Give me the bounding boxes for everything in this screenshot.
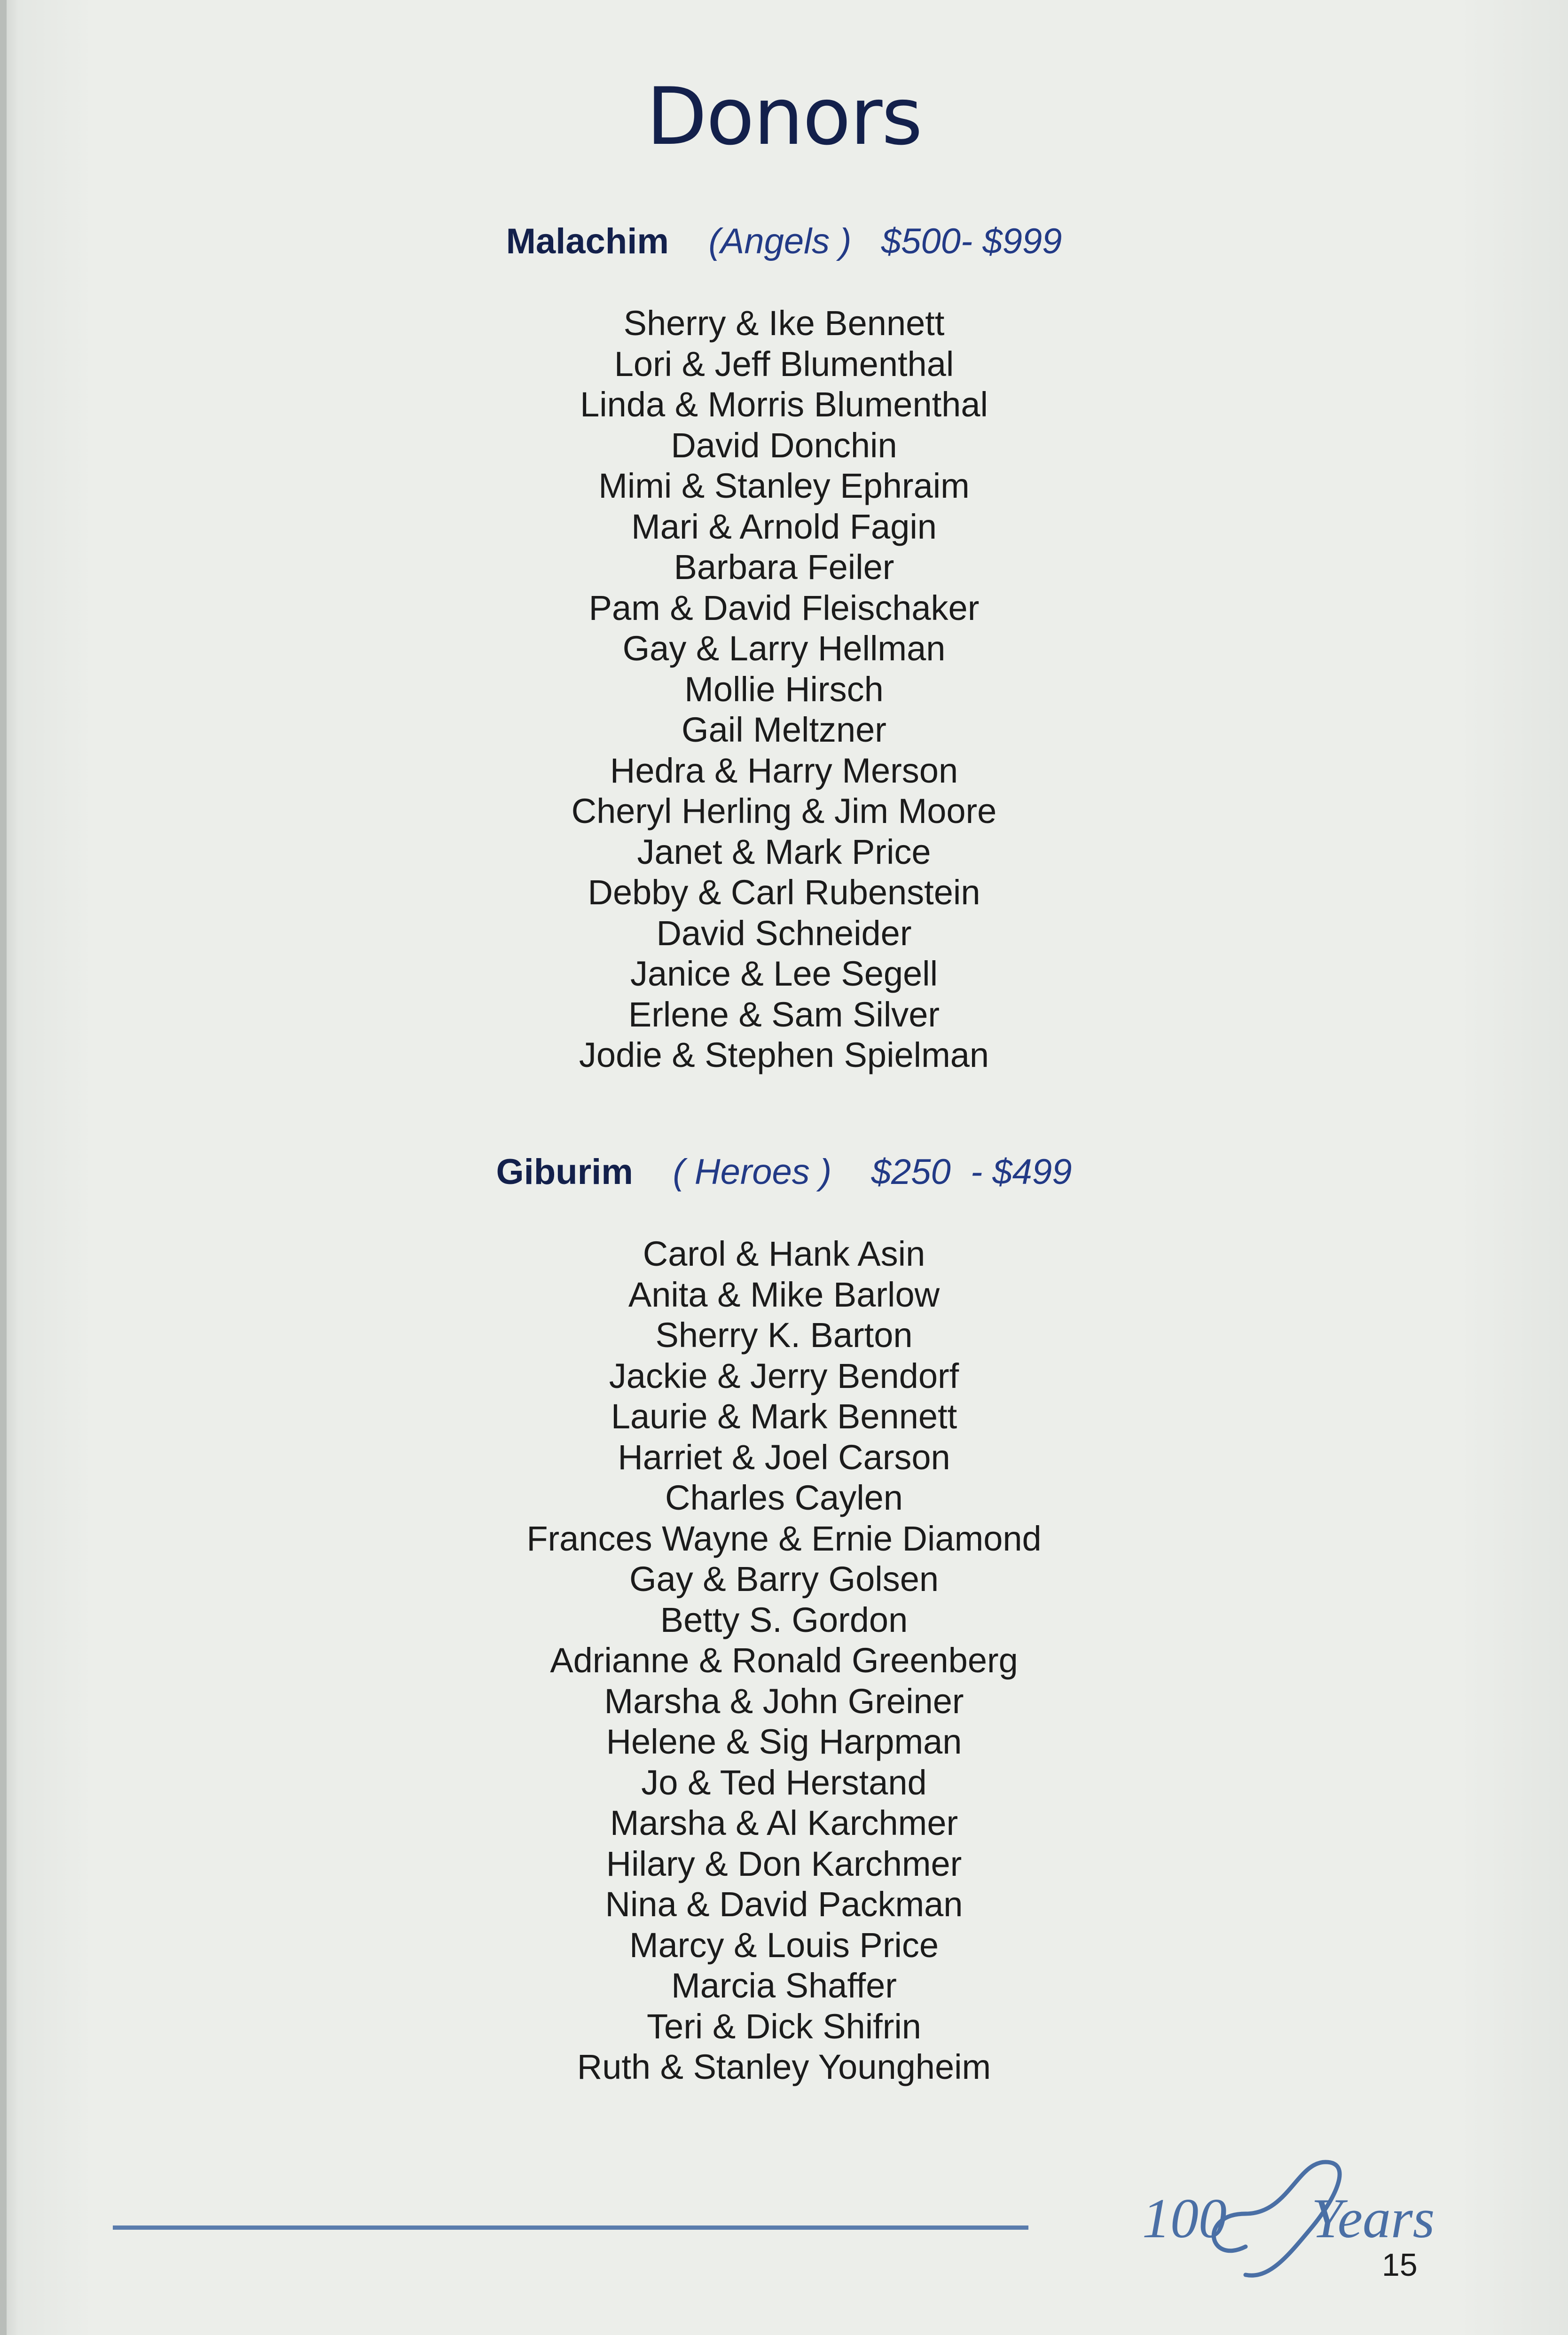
- anniversary-word: Years: [1311, 2187, 1435, 2249]
- donor-name: Anita & Mike Barlow: [628, 1275, 940, 1314]
- donor-name: Mimi & Stanley Ephraim: [598, 466, 970, 505]
- donor-name: Adrianne & Ronald Greenberg: [550, 1641, 1018, 1680]
- donor-name: Marcia Shaffer: [671, 1966, 897, 2005]
- section-heading-malachim: [0, 221, 1568, 262]
- donor-name: Teri & Dick Shifrin: [647, 2006, 921, 2046]
- donor-name: David Donchin: [671, 425, 897, 465]
- donor-name: Charles Caylen: [665, 1478, 903, 1517]
- donor-name: Debby & Carl Rubenstein: [588, 873, 980, 912]
- donor-name: Janice & Lee Segell: [630, 954, 938, 993]
- donor-name: Marcy & Louis Price: [629, 1925, 939, 1965]
- donor-name: Pam & David Fleischaker: [588, 588, 980, 627]
- section-subtitle: (Angels ): [708, 221, 852, 261]
- donor-name: Gay & Barry Golsen: [629, 1559, 939, 1598]
- section-name: Malachim: [506, 221, 669, 261]
- donor-name: Barbara Feiler: [674, 548, 894, 587]
- donor-name: Jackie & Jerry Bendorf: [609, 1356, 959, 1395]
- donor-name: Laurie & Mark Bennett: [611, 1397, 957, 1436]
- section-subtitle: ( Heroes ): [673, 1152, 832, 1192]
- donor-name: Cheryl Herling & Jim Moore: [571, 791, 997, 831]
- donor-name: Sherry & Ike Bennett: [623, 304, 945, 343]
- donor-list-malachim: [0, 303, 1568, 1076]
- donor-name: Gay & Larry Hellman: [622, 629, 946, 668]
- page-number: 15: [1382, 2247, 1418, 2283]
- section-name: Giburim: [496, 1152, 633, 1192]
- donor-name: Harriet & Joel Carson: [618, 1437, 950, 1477]
- donor-name: Ruth & Stanley Youngheim: [577, 2047, 991, 2086]
- page-title: Donors: [646, 71, 922, 163]
- donor-name: Hilary & Don Karchmer: [606, 1844, 962, 1883]
- donor-name: David Schneider: [656, 913, 912, 953]
- donor-name: Gail Meltzner: [682, 710, 886, 749]
- anniversary-number: 100: [1142, 2187, 1227, 2249]
- donor-name: Mari & Arnold Fagin: [631, 507, 937, 546]
- footer-rule: [113, 2225, 1028, 2230]
- donor-name: Linda & Morris Blumenthal: [580, 385, 988, 424]
- donor-name: Betty S. Gordon: [660, 1600, 908, 1639]
- donor-name: Janet & Mark Price: [637, 832, 931, 871]
- donor-name: Nina & David Packman: [605, 1885, 963, 1924]
- donor-name: Jodie & Stephen Spielman: [579, 1035, 989, 1074]
- donor-name: Carol & Hank Asin: [643, 1234, 925, 1273]
- section-heading-giburim: [0, 1152, 1568, 1192]
- donor-name: Jo & Ted Herstand: [641, 1763, 927, 1802]
- donor-name: Helene & Sig Harpman: [606, 1722, 962, 1761]
- donor-name: Mollie Hirsch: [684, 669, 884, 709]
- donor-name: Lori & Jeff Blumenthal: [614, 344, 954, 384]
- donor-list-giburim: [0, 1234, 1568, 2088]
- donor-name: Sherry K. Barton: [655, 1316, 913, 1355]
- section-range: $500- $999: [881, 221, 1062, 261]
- donor-name: Erlene & Sam Silver: [628, 995, 940, 1034]
- donor-name: Marsha & Al Karchmer: [610, 1803, 958, 1842]
- donor-name: Hedra & Harry Merson: [610, 751, 958, 790]
- donor-name: Marsha & John Greiner: [604, 1681, 964, 1721]
- section-range: $250 - $499: [871, 1152, 1072, 1192]
- donor-name: Frances Wayne & Ernie Diamond: [526, 1519, 1042, 1558]
